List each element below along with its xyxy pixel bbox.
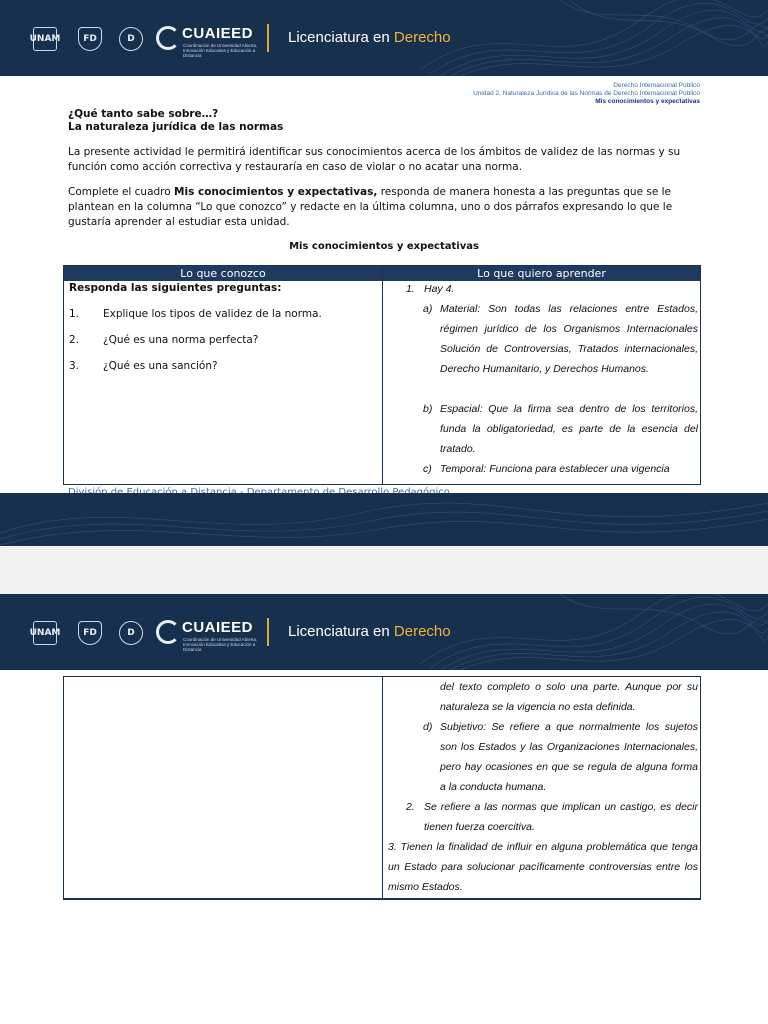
program-title	[288, 29, 451, 46]
instructions-bold: Mis conocimientos y expectativas,	[174, 186, 378, 198]
seal-text: FD	[83, 628, 97, 638]
knowledge-table	[63, 265, 701, 485]
answer-text: Hay 4.	[424, 283, 455, 295]
ded-logo-icon	[119, 27, 143, 51]
breadcrumb-activity: Mis conocimientos y expectativas	[595, 98, 700, 105]
question-text: ¿Qué es una norma perfecta?	[103, 334, 259, 346]
breadcrumb	[473, 82, 700, 106]
learn-column	[386, 279, 698, 479]
brand-name: CUAIEED	[182, 25, 254, 42]
subitem-marker: b)	[423, 403, 433, 415]
header-banner	[0, 594, 768, 670]
breadcrumb-course: Derecho Internacional Público	[613, 82, 700, 89]
answer-text: 3. Tienen la finalidad de influir en alguna problemática que tenga un Estado para solucionar pacíficamente controversias entre los mismo Estados.	[388, 841, 698, 893]
ded-logo-icon	[119, 621, 143, 645]
brand-subtitle: Coordinación de Universidad Abierta, Innovación Educativa y Educación a Distancia	[183, 637, 258, 652]
cuaieed-ring-icon	[156, 26, 180, 50]
program-title	[288, 623, 451, 640]
footer-banner	[0, 493, 768, 546]
know-column	[69, 282, 379, 372]
unam-seal-icon	[29, 621, 61, 645]
page-subtitle: La naturaleza jurídica de las normas	[68, 121, 284, 133]
seal-text: UNAM	[29, 34, 61, 44]
cuaieed-logo	[156, 24, 266, 58]
faculty-shield-icon	[78, 27, 102, 51]
question-text: Explique los tipos de validez de la norma.	[103, 308, 322, 320]
cuaieed-logo	[156, 618, 266, 652]
instructions-text: Complete el cuadro	[68, 186, 175, 198]
subitem-text: Material: Son todas las relaciones entre Estados, régimen jurídico de los Organismos Internacionales Solución de Controversias, Tratados internacionales, Derecho Humanitario, y Derechos Humanos.	[440, 303, 698, 375]
question-number: 2.	[69, 334, 80, 346]
col-header-learn: Lo que quiero aprender	[477, 267, 606, 280]
page-gap	[0, 546, 768, 594]
breadcrumb-unit: Unidad 2. Naturaleza Jurídica de las Normas de Derecho Internacional Público	[473, 90, 700, 97]
questions-prompt: Responda las siguientes preguntas:	[69, 282, 282, 294]
program-prefix: Licenciatura en	[288, 623, 390, 640]
subitem-marker: d)	[423, 721, 433, 733]
question-text: ¿Qué es una sanción?	[103, 360, 218, 372]
unam-seal-icon	[29, 27, 61, 51]
brand-subtitle: Coordinación de Universidad Abierta, Innovación Educativa y Educación a Distancia	[183, 43, 258, 58]
instructions-paragraph	[68, 185, 708, 230]
subitem-marker: c)	[423, 463, 432, 475]
program-accent: Derecho	[393, 623, 451, 640]
seal-text: D	[127, 628, 135, 638]
seal-text: UNAM	[29, 628, 61, 638]
question-number: 1.	[69, 308, 80, 320]
answer-number: 2.	[406, 801, 415, 813]
seal-text: D	[127, 34, 135, 44]
brand-name: CUAIEED	[182, 619, 254, 636]
column-divider	[382, 677, 383, 898]
footer-waves	[0, 493, 768, 546]
program-accent: Derecho	[393, 29, 451, 46]
learn-column-continued	[386, 677, 698, 897]
intro-paragraph: La presente actividad le permitirá identificar sus conocimientos acerca de los ámbitos de validez de las normas y su función como acción correctiva y restauraría en caso de violar o no acatar una norma.	[68, 146, 681, 173]
header-banner	[0, 0, 768, 76]
header-divider	[267, 618, 269, 646]
page-title: ¿Qué tanto sabe sobre…?	[68, 108, 219, 120]
column-divider	[382, 266, 383, 484]
subitem-text: del texto completo o solo una parte. Aunque por su naturaleza se la vigencia no esta definida.	[440, 681, 698, 713]
subitem-text: Espacial: Que la firma sea dentro de los territorios, funda la obligatoriedad, es parte de la esencia del tratado.	[440, 403, 698, 455]
cuaieed-ring-icon	[156, 620, 180, 644]
table-caption: Mis conocimientos y expectativas	[289, 241, 479, 252]
question-number: 3.	[69, 360, 80, 372]
answer-text: Se refiere a las normas que implican un castigo, es decir tienen fuerza coercitiva.	[424, 801, 698, 833]
header-divider	[267, 24, 269, 52]
subitem-text: Temporal: Funciona para establecer una vigencia	[440, 463, 670, 475]
subitem-marker: a)	[423, 303, 433, 315]
answer-number: 1.	[406, 283, 415, 295]
seal-text: FD	[83, 34, 97, 44]
col-header-know: Lo que conozco	[180, 267, 266, 280]
faculty-shield-icon	[78, 621, 102, 645]
program-prefix: Licenciatura en	[288, 29, 390, 46]
instructions-text-end: responda de manera honesta a las preguntas que se le plantean en la columna “Lo que conozco” y redacte en la última columna, uno o dos párrafos expresando lo que le gustaría aprender al estudiar esta unidad.	[68, 186, 673, 228]
subitem-text: Subjetivo: Se refiere a que normalmente los sujetos son los Estados y las Organizaciones Internacionales, pero hay ocasiones en que se regula de alguna forma a la conducta humana.	[440, 721, 698, 793]
knowledge-table-continued	[63, 676, 701, 900]
